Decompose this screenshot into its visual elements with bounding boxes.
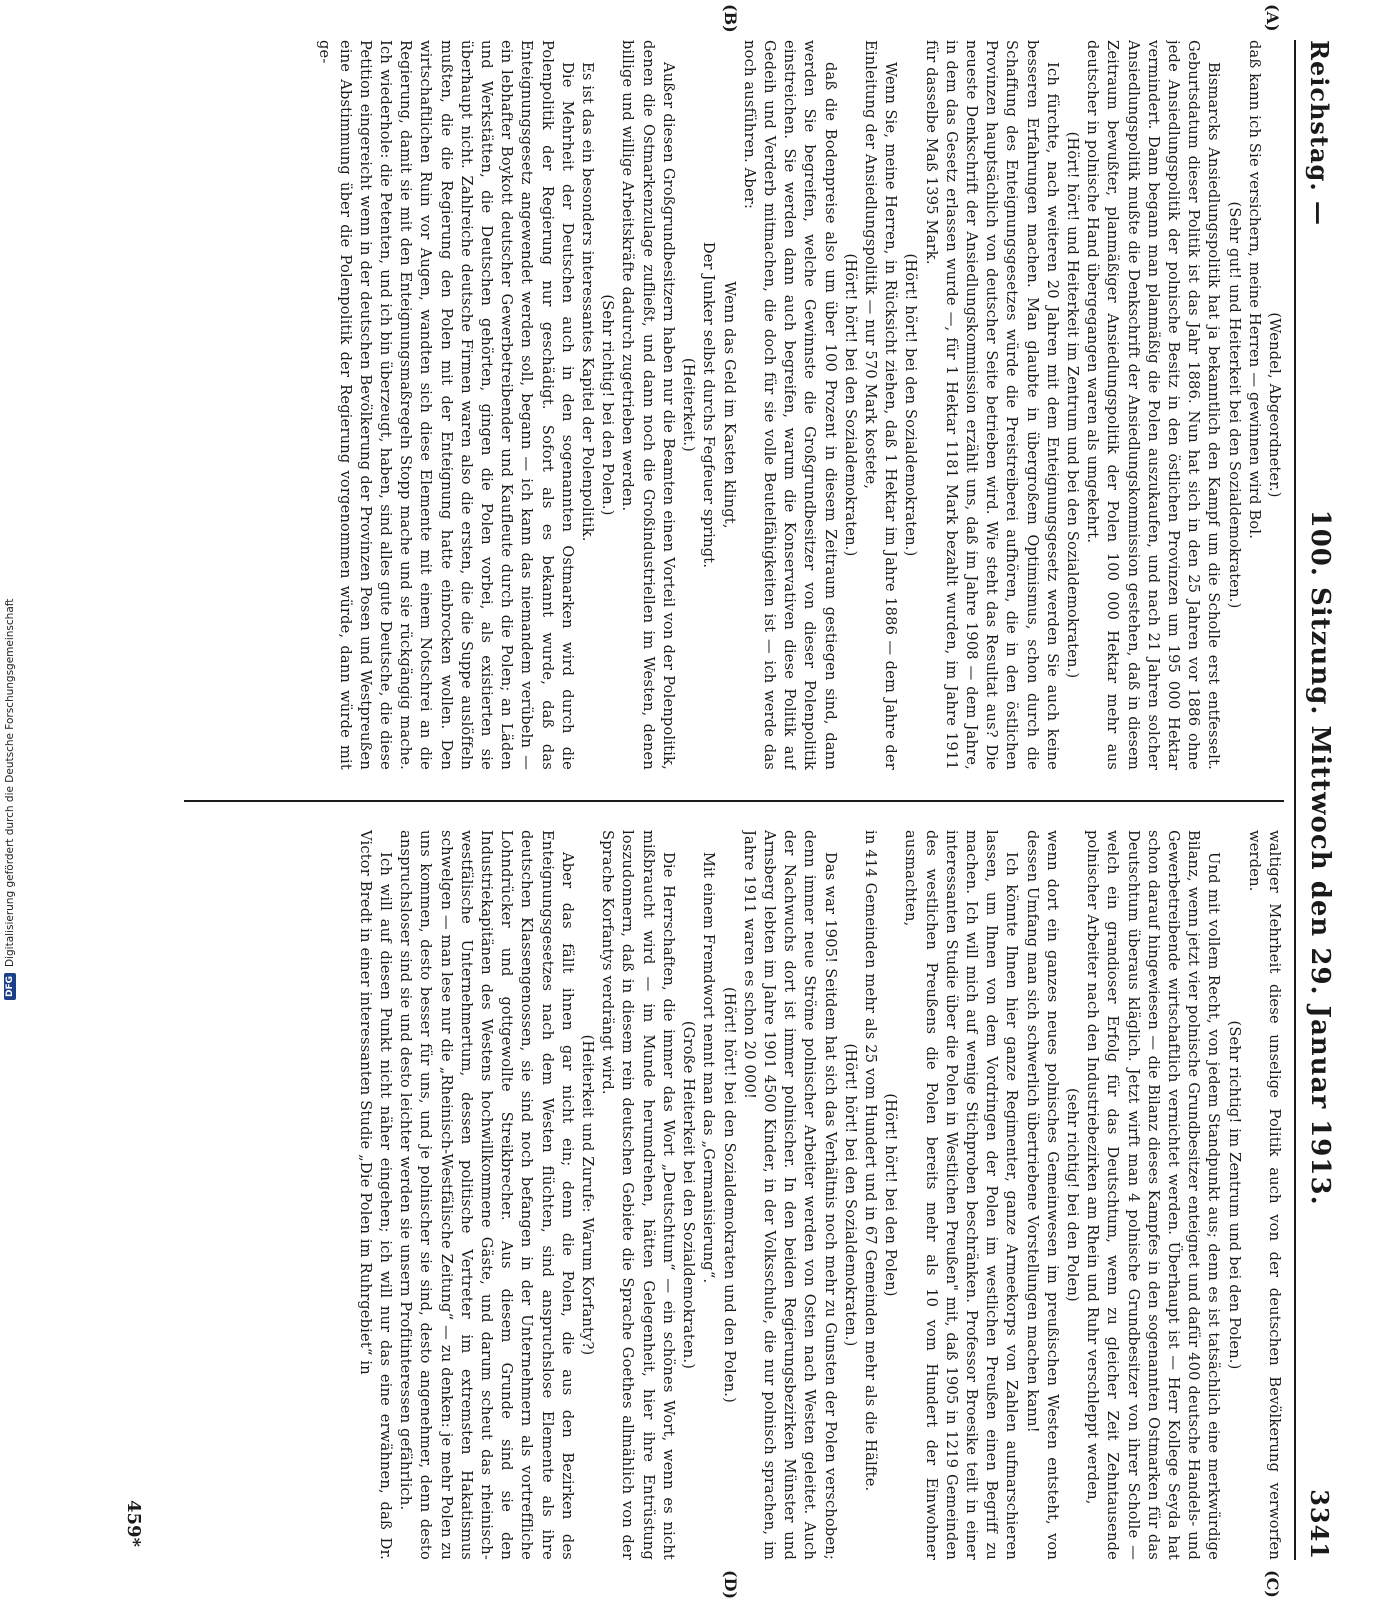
paragraph: (Sehr richtig! bei den Polen.) — [599, 294, 617, 516]
paragraph: Die Herrschaften, die immer das Wort „Deutschtum“ — ein schönes Wort, wenn es nicht mißbraucht wird — im Munde herumdrehen, hätten Gelegenheit, hier ihre Entrüstung loszudonnern, daß in diesem rein deutschen Gebiete die Sprache Goethes allmählich von der Sprache Korfantys verdrängt wird. — [599, 830, 677, 1560]
paragraph: (Wendel, Abgeordneter.) — [1266, 312, 1283, 498]
paragraph: Wenn das Geld im Kasten klingt, — [720, 281, 738, 529]
marker-d: (D) — [721, 1570, 740, 1599]
footer-page-number: 459* — [123, 1500, 144, 1547]
paragraph: Die Mehrheit der Deutschen auch in den sogenannten Ostmarken wird durch die Polenpolitik der Regierung nur geschädigt. Sofort als es bekannt wurde, daß das Enteignungsgesetz angewendet werden soll, begann — ich kann das niemandem verübeln — ein lebhafter Boykott deutscher Gewerbetreibender und Kaufleute durch die Polen; an Läden und Werkstätten, die Deutschen gehörten, gingen die Polen vorbei, als existierten sie überhaupt nicht. Zahlreiche deutsche Firmen waren also die ersten, die die Suppe auslöffeln mußten, die die Regierung den Polen mit der Enteignung hatte einbrocken wollen. Den wirtschaftlichen Ruin vor Augen, wandten sich diese Elemente mit einem Notschrei an die Regierung, damit sie mit den Enteignungsmaßregeln Stopp mache und sie rückgängig mache. Ich wiederhole: die Petenten, und ich bin überzeugt, haben, sind alles gute Deutsche, die diese Petition eingereicht wenn in der deutschen Bevölkerung der Provinzen Posen und Westpreußen eine Abstimmung über die Polenpolitik der Regierung vorgenommen würde, dann würde mit ge- — [316, 40, 576, 770]
paragraph: (Hört! hört! bei den Sozialdemokraten.) — [841, 253, 859, 557]
paragraph: waltiger Mehrheit diese unselige Politik auch von der deutschen Bevölkerung verworfen werden. — [1245, 830, 1283, 1560]
paragraph: Ich fürchte, nach weiteren 20 Jahren mit dem Enteignungsgesetz werden Sie auch keine besseren Erfahrungen machen. Man glaubte in übergroßem Optimismus, schon durch die Schaffung des Enteignungsgesetzes würde die Preistreiberei aufhören, die in den östlichen Provinzen hauptsächlich von deutscher Seite betrieben wird. Wie steht das Resultat aus? Die neueste Denkschrift der Ansiedlungskommission erzählt uns, daß im Jahre 1908 — dem Jahre, in dem das Gesetz erlassen wurde —, für 1 Hektar 1181 Mark bezahlt wurden, im Jahre 1911 für dasselbe Maß 1395 Mark. — [922, 40, 1061, 770]
marker-c: (C) — [1263, 1570, 1282, 1598]
paragraph: (Hört! hört! bei den Sozialdemokraten und den Polen.) — [720, 987, 738, 1403]
paragraph: in 414 Gemeinden mehr als 25 vom Hundert und in 67 Gemeinden mehr als die Hälfte. — [861, 830, 879, 1492]
paragraph: Es ist das ein besonders interessantes Kapitel der Polenpolitik. — [579, 62, 597, 542]
paragraph: Das war 1905! Seitdem hat sich das Verhältnis noch mehr zu Gunsten der Polen verschoben; denn immer neue Ströme polnischer Arbeiter werden von Osten nach Westen geleitet. Auch der Nachwuchs dort ist immer polnischer. In den beiden Regierungsbezirken Münster und Arnsberg lebten im Jahre 1901 4500 Kinder, in der Volksschule, die nur polnisch sprachen, im Jahre 1911 waren es schon 20 000! — [740, 830, 839, 1560]
paragraph: (Große Heiterkeit bei den Sozialdemokraten.) — [680, 1020, 698, 1370]
left-column — [154, 40, 1284, 770]
paragraph: Außer diesen Großgrundbesitzern haben nur die Beamten einen Vorteil von der Polenpolitik, denen die Ostmarkenzulage zufließt, und dann noch die Großindustriellen im Westen, denen billige und willige Arbeitskräfte dadurch zugetrieben werden. — [619, 40, 677, 770]
paragraph: (Sehr richtig! im Zentrum und bei den Polen.) — [1225, 1020, 1243, 1370]
column-divider — [184, 800, 1284, 802]
paragraph: Und mit vollem Recht, von jedem Standpunkt aus; denn es ist tatsächlich eine merkwürdige Bilanz, wenn jetzt vier polnische Grundbesitzer enteignet und dafür 400 deutsche Handels- und Gewerbetreibende wirtschaftlich vernichtet werden. Überhaupt ist — Herr Kollege Seyda hat schon darauf hingewiesen — die Bilanz dieses Kampfes in den sogenannten Ostmarken für das Deutschtum überaus kläglich. Jetzt wirft man 4 polnische Grundbesitzer von ihrer Scholle — welch ein grandioser Erfolg für das Deutschtum, wenn zu gleicher Zeit Zehntausende polnischer Arbeiter nach den Industriebezirken am Rhein und Ruhr verschleppt werden, — [1084, 830, 1223, 1560]
paragraph: (sehr richtig! bei den Polen) — [1063, 1088, 1081, 1302]
paragraph: (Sehr gut! und Heiterkeit bei den Sozialdemokraten.) — [1225, 201, 1243, 609]
header-title: 100. Sitzung. Mittwoch den 29. Januar 1913. — [1305, 509, 1335, 1206]
paragraph: daß kann ich Sie versichern, meine Herren — gewinnen wird Bol. — [1245, 40, 1263, 540]
paragraph: Ich will auf diesen Punkt nicht näher eingehen; ich will nur das eine erwähnen, daß Dr. Victor Bredt in einer interessanten Studie „Die Polen im Ruhrgebiet“ in — [356, 830, 395, 1560]
paragraph: Ich könnte Ihnen hier ganze Regimenter, ganze Armeekorps von Zahlen aufmarschieren lassen, um Ihnen von dem Vordringen der Polen im westlichen Preußen einen Begriff zu machen. Ich will mich auf wenige Stichproben beschränken. Professor Broesike teilt in einer interessanten Studie über die Polen in Westlichen Preußen" mit, daß 1905 in 1219 Gemeinden des westlichen Preußens die Polen bereits mehr als 10 vom Hundert der Einwohner ausmachten, — [902, 830, 1021, 1560]
paragraph: Mit einem Fremdwort nennt man das „Germanisierung“. — [700, 852, 718, 1284]
paragraph: (Hört! hört! bei den Sozialdemokraten.) — [902, 253, 920, 557]
digitization-text: Digitalisierung gefördert durch die Deutsche Forschungsgemeinschaft — [4, 598, 16, 967]
right-column — [154, 830, 1284, 1560]
digitization-notice — [4, 599, 16, 1000]
header-left: Reichstag. — — [1305, 40, 1335, 227]
header-page-number: 3341 — [1305, 1489, 1335, 1560]
marker-b: (B) — [721, 4, 740, 33]
paragraph: Wenn Sie, meine Herren, in Rücksicht ziehen, daß 1 Hektar im Jahre 1886 — dem Jahre der Einleitung der Ansiedlungspolitik — nur 570 Mark kostete, — [861, 40, 900, 770]
paragraph: Der Junker selbst durchs Fegfeuer springt. — [700, 241, 718, 569]
page-header — [1300, 40, 1340, 1560]
paragraph: wenn dort ein ganzes neues polnisches Gemeinwesen im preußischen Westen entsteht, von dessen Umfang man sich schwerlich übertriebene Vorstellungen machen kann! — [1023, 830, 1061, 1560]
scanned-page — [110, 4, 1340, 1599]
paragraph: (Hört! hört! und Heiterkeit im Zentrum und bei den Sozialdemokraten.) — [1063, 131, 1081, 679]
paragraph: (Heiterkeit und Zurufe: Warum Korfanty?) — [579, 1034, 597, 1356]
paragraph: Aber das fällt ihnen gar nicht ein; denn die Polen, die aus den Bezirken des Enteignungsgesetzes nach dem Westen flüchten, sind anspruchslose Elemente als ihre deutschen Klassengenossen, sie sind noch befangen in der Unternehmern als vortreffliche Lohndrücker und gottgewollte Streikbrecher. Aus diesem Grunde sind sie den Industriekapitänen des Westens hochwillkommene Gäste, und darum scheut das rheinisch-westfälische Unternehmertum, dessen politische Vertreter im extremsten Hakatismus schwelgen — man lese nur die „Rheinisch-Westfälische Zeitung“ — zu denken: je mehr Polen zu uns kommen, desto besser für uns, und je polnischer sie sind, desto angenehmer, denn desto anspruchsloser sind sie und desto leichter werden sie unsern Profitinteressen gefährlich. — [397, 830, 576, 1560]
paragraph: daß die Bodenpreise also um über 100 Prozent in diesem Zeitraum gestiegen sind, dann werden Sie begreifen, welche Gewinnste die Großgrundbesitzer von dieser Polenpolitik einstreichen. Sie werden dann auch begreifen, warum die Konservativen diese Politik auf Gedeih und Verderb mitmachen, die doch für sie volle Beutelfähigkeiten ist — ich werde das noch ausführen. Aber: — [740, 40, 839, 770]
header-rule — [1294, 40, 1296, 1560]
paragraph: (Heiterkeit.) — [680, 357, 698, 453]
marker-a: (A) — [1263, 4, 1282, 32]
paragraph: (Hört! hört! bei den Polen) — [882, 1093, 900, 1297]
dfg-logo: DFG — [4, 973, 16, 1000]
paragraph: Bismarcks Ansiedlungspolitik hat ja bekanntlich den Kampf um die Scholle erst entfesselt. Geburtsdatum dieser Politik ist das Jahr 1886. Nun hat sich in den 25 Jahren vor 1886 ohne jede Ansiedlungspolitik der polnische Besitz in den östlichen Provinzen um 195 000 Hektar vermindert. Dann begann man planmäßig die Polen auszukaufen, und nach 21 Jahren solcher Ansiedlungspolitik mußte die Denkschrift der Ansiedlungskommission gestehen, daß in diesem Zeitraum bewußter, planmäßiger Ansiedlungspolitik der Polen 100 000 Hektar mehr aus deutscher in polnische Hand übergegangen waren als umgekehrt. — [1084, 40, 1223, 770]
paragraph: (Hört! hört! bei den Sozialdemokraten.) — [841, 1043, 859, 1347]
